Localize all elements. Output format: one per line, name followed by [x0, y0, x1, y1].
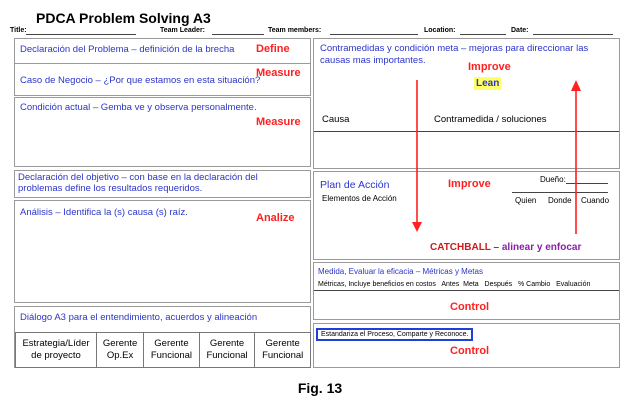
metrics-row: Métricas, Incluye beneficios en costos Antes Meta Después % Cambio Evaluación	[318, 281, 591, 288]
countermeasures-label: Contramedidas y condición meta – mejoras para direccionar las causas mas importantes.	[320, 43, 589, 66]
who-label: Quien	[515, 196, 537, 205]
owner-label: Dueño:	[540, 175, 566, 184]
title-label: Title:	[10, 27, 27, 34]
role-cell-functional-2: Gerente Funcional	[199, 333, 255, 368]
role-cell-opex: Gerente Op.Ex	[97, 333, 144, 368]
improve-tag-1: Improve	[468, 61, 511, 73]
cause-header: Causa	[322, 114, 350, 125]
improve-tag-2: Improve	[448, 178, 491, 190]
problem-statement-label: Declaración del Problema – definición de la brecha	[20, 44, 235, 55]
role-cell-functional-3: Gerente Funcional	[255, 333, 311, 368]
lean-badge: Lean	[476, 78, 500, 89]
control-tag-1: Control	[450, 301, 490, 313]
team-members-label: Team members:	[268, 27, 322, 34]
business-case-label: Caso de Negocio – ¿Por que estamos en esta situación?	[20, 75, 261, 86]
figure-caption: Fig. 13	[297, 380, 343, 396]
analize-tag: Analize	[256, 212, 295, 224]
metrics-rule	[314, 290, 619, 291]
role-cell-strategy: Estrategia/Líder de proyecto	[16, 333, 97, 368]
location-label: Location:	[424, 27, 456, 34]
where-label: Donde	[548, 196, 572, 205]
measure-tag-1: Measure	[256, 67, 301, 79]
action-plan-label: Plan de Acción	[320, 179, 390, 191]
dialogue-label: Diálogo A3 para el entendimiento, acuerdos y alineación	[20, 312, 258, 323]
analysis-label: Análisis – Identifica la (s) causa (s) raíz.	[20, 207, 188, 218]
role-cell-functional-1: Gerente Funcional	[144, 333, 200, 368]
control-tag-2: Control	[450, 345, 490, 357]
current-condition-label: Condición actual – Gemba ve y observa personalmente.	[20, 102, 257, 113]
measure-tag-2: Measure	[256, 116, 301, 128]
page-title: PDCA Problem Solving A3	[36, 10, 211, 26]
measure-heading: Medida, Evaluar la eficacia – Métricas y Metas	[318, 267, 483, 276]
date-label: Date:	[511, 27, 529, 34]
catchball-word: CATCHBALL	[430, 242, 491, 253]
when-label: Cuando	[581, 196, 610, 205]
catchball-rest: – alinear y enfocar	[493, 242, 582, 253]
team-leader-label: Team Leader:	[160, 27, 205, 34]
objective-label: Declaración del objetivo – con base en la declaración del problemas define los resultados requeridos.	[18, 172, 258, 194]
down-arrow-icon	[412, 222, 422, 232]
countermeasure-header: Contramedida / soluciones	[434, 114, 547, 125]
define-tag: Define	[256, 43, 290, 55]
action-elements-label: Elementos de Acción	[322, 194, 397, 203]
up-arrow-icon	[571, 80, 581, 91]
standardize-label: Estandariza el Proceso, Comparte y Reconoce.	[316, 328, 473, 341]
